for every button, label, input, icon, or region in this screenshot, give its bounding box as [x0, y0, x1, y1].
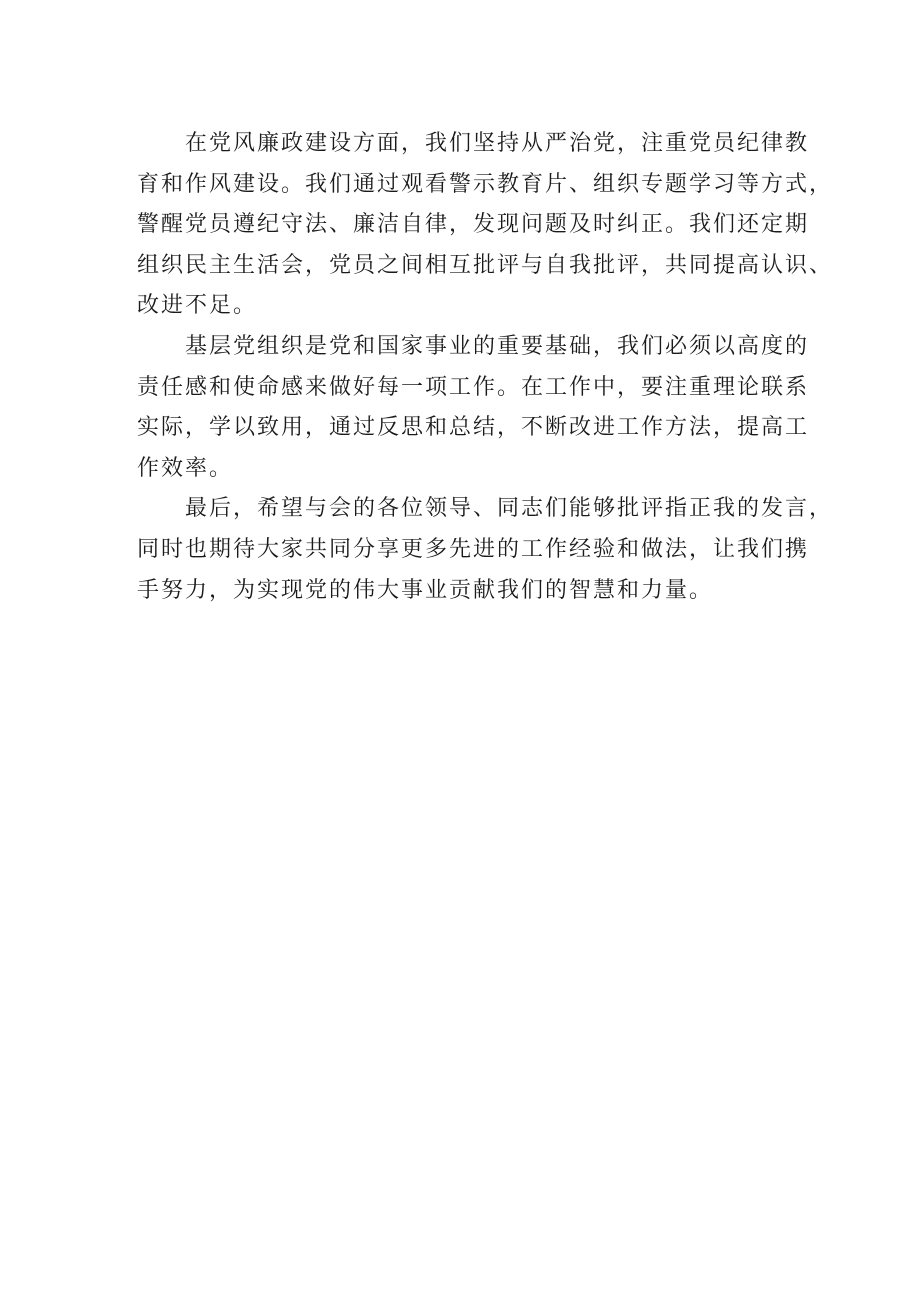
text-line: 实际，学以致用，通过反思和总结，不断改进工作方法，提高工: [137, 415, 810, 441]
text-line: 同时也期待大家共同分享更多先进的工作经验和做法，让我们携: [137, 536, 810, 562]
paragraph-party-conduct: [137, 124, 834, 327]
text-line: 育和作风建设。我们通过观看警示教育片、组织专题学习等方式，: [137, 171, 834, 197]
text-line: 手努力，为实现党的伟大事业贡献我们的智慧和力量。: [137, 577, 714, 603]
text-line: 警醒党员遵纪守法、廉洁自律，发现问题及时纠正。我们还定期: [137, 212, 810, 238]
text-line: 基层党组织是党和国家事业的重要基础，我们必须以高度的: [185, 333, 810, 359]
text-line: 改进不足。: [137, 293, 258, 319]
paragraph-closing-remarks: [137, 489, 834, 611]
text-line: 责任感和使命感来做好每一项工作。在工作中，要注重理论联系: [137, 374, 810, 400]
text-line: 作效率。: [137, 455, 234, 481]
text-line: 最后，希望与会的各位领导、同志们能够批评指正我的发言，: [185, 496, 834, 522]
document-body: [137, 124, 834, 611]
text-line: 组织民主生活会，党员之间相互批评与自我批评，共同提高认识、: [137, 252, 834, 278]
text-line: 在党风廉政建设方面，我们坚持从严治党，注重党员纪律教: [185, 131, 810, 156]
paragraph-grassroots-organization: [137, 327, 817, 489]
